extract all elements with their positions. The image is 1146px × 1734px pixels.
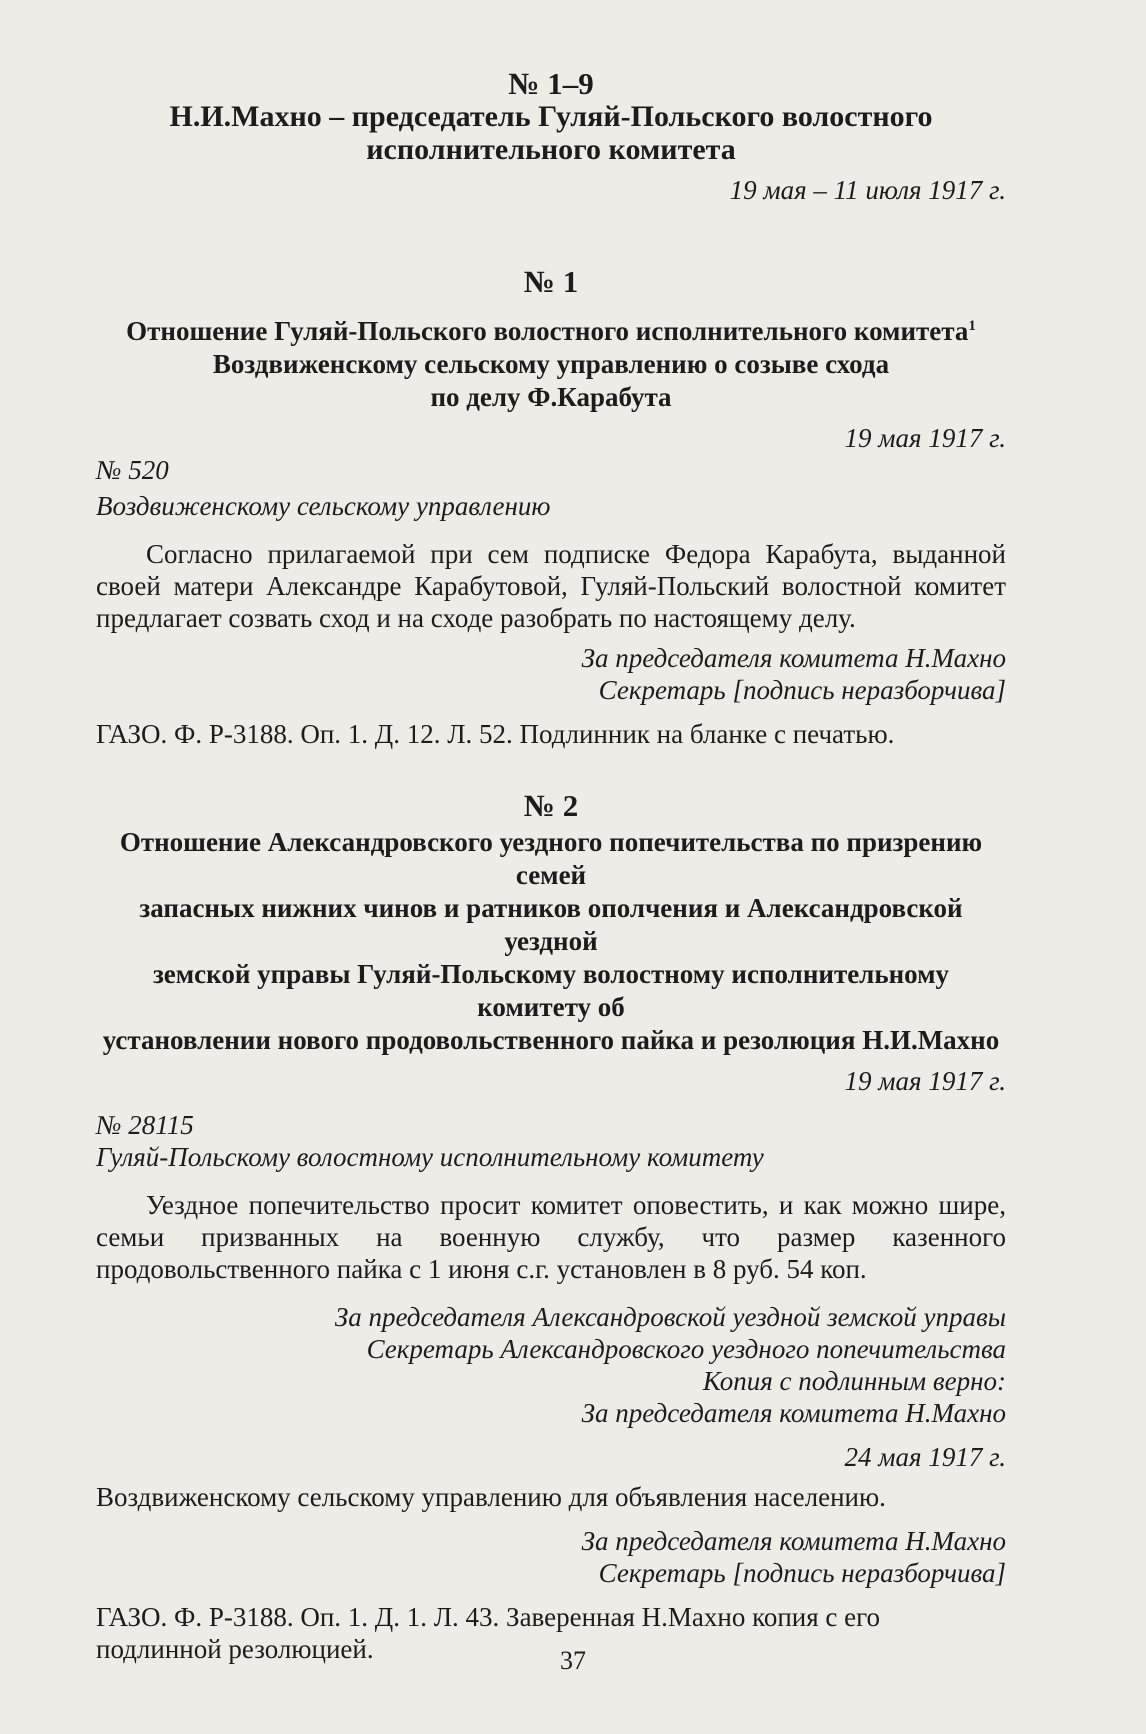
doc2-signature-secretary: Секретарь Александровского уездного попечительства	[366, 1334, 1006, 1364]
section-number: № 1–9	[508, 66, 594, 101]
doc2-title-line4: установлении нового продовольственного пайка и резолюция Н.И.Махно	[102, 1025, 1000, 1055]
section-title-line1: Н.И.Махно – председатель Гуляй-Польского волостного	[169, 100, 933, 133]
doc1-signature-chair: За председателя комитета Н.Махно	[581, 643, 1006, 673]
doc2-resolution-text: Воздвиженскому сельскому управлению для объявления населению.	[96, 1482, 886, 1512]
doc2-resolution-date: 24 мая 1917 г.	[844, 1442, 1006, 1472]
doc2-copy-signature: За председателя комитета Н.Махно	[581, 1398, 1006, 1428]
doc2-title-line2: запасных нижних чинов и ратников ополчения и Александровской уездной	[139, 893, 963, 956]
doc2-addressee: Гуляй-Польскому волостному исполнительному комитету	[96, 1142, 764, 1172]
doc1-outgoing-number: № 520	[96, 455, 169, 485]
page-content	[96, 68, 1006, 1665]
doc2-body: Уездное попечительство просит комитет оповестить, и как можно шире, семьи призванных на военную службу, что размер казенного продовольственного пайка с 1 июня с.г. установлен в 8 руб. 54 коп.	[96, 1190, 1006, 1284]
doc1-signature-secretary: Секретарь [подпись неразборчива]	[598, 675, 1006, 705]
doc1-title-line1: Отношение Гуляй-Польского волостного исполнительного комитета$^1$	[126, 316, 976, 346]
doc2-title-line1: Отношение Александровского уездного попечительства по призрению семей	[119, 827, 983, 890]
doc2-number: № 2	[523, 788, 579, 823]
doc2-outgoing-number: № 28115	[96, 1110, 194, 1140]
doc2-date: 19 мая 1917 г.	[844, 1066, 1006, 1096]
doc1-title-line3: по делу Ф.Карабута	[430, 382, 672, 412]
doc1-body: Согласно прилагаемой при сем подписке Федора Карабута, выданной своей матери Александре Карабутовой, Гуляй-Польский волостной комитет предлагает созвать сход и на сходе разобрать по настоящему делу.	[96, 539, 1006, 633]
page-number: 37	[560, 1646, 586, 1675]
footnote-marker: 1	[968, 318, 976, 334]
doc1-number: № 1	[523, 264, 579, 299]
doc2-signature-chair: За председателя Александровской уездной земской управы	[334, 1302, 1006, 1332]
doc2-archive-source: ГАЗО. Ф. Р-3188. Оп. 1. Д. 1. Л. 43. Заверенная Н.Махно копия с его подлинной резолюцией.	[96, 1602, 881, 1664]
doc1-date: 19 мая 1917 г.	[844, 423, 1006, 453]
section-title-line2: исполнительного комитета	[366, 133, 736, 166]
doc2-title-line3: земской управы Гуляй-Польскому волостному исполнительному комитету об	[152, 959, 950, 1022]
doc1-addressee: Воздвиженскому сельскому управлению	[96, 491, 551, 521]
doc2-copy-certification: Копия с подлинным верно:	[702, 1366, 1006, 1396]
doc2-resolution-signature-secretary: Секретарь [подпись неразборчива]	[598, 1558, 1006, 1588]
section-dates: 19 мая – 11 июля 1917 г.	[729, 175, 1006, 205]
doc2-resolution-signature-chair: За председателя комитета Н.Махно	[581, 1526, 1006, 1556]
doc1-archive-source: ГАЗО. Ф. Р-3188. Оп. 1. Д. 12. Л. 52. Подлинник на бланке с печатью.	[96, 719, 895, 749]
doc1-title-line2: Воздвиженскому сельскому управлению о созыве схода	[212, 349, 890, 379]
